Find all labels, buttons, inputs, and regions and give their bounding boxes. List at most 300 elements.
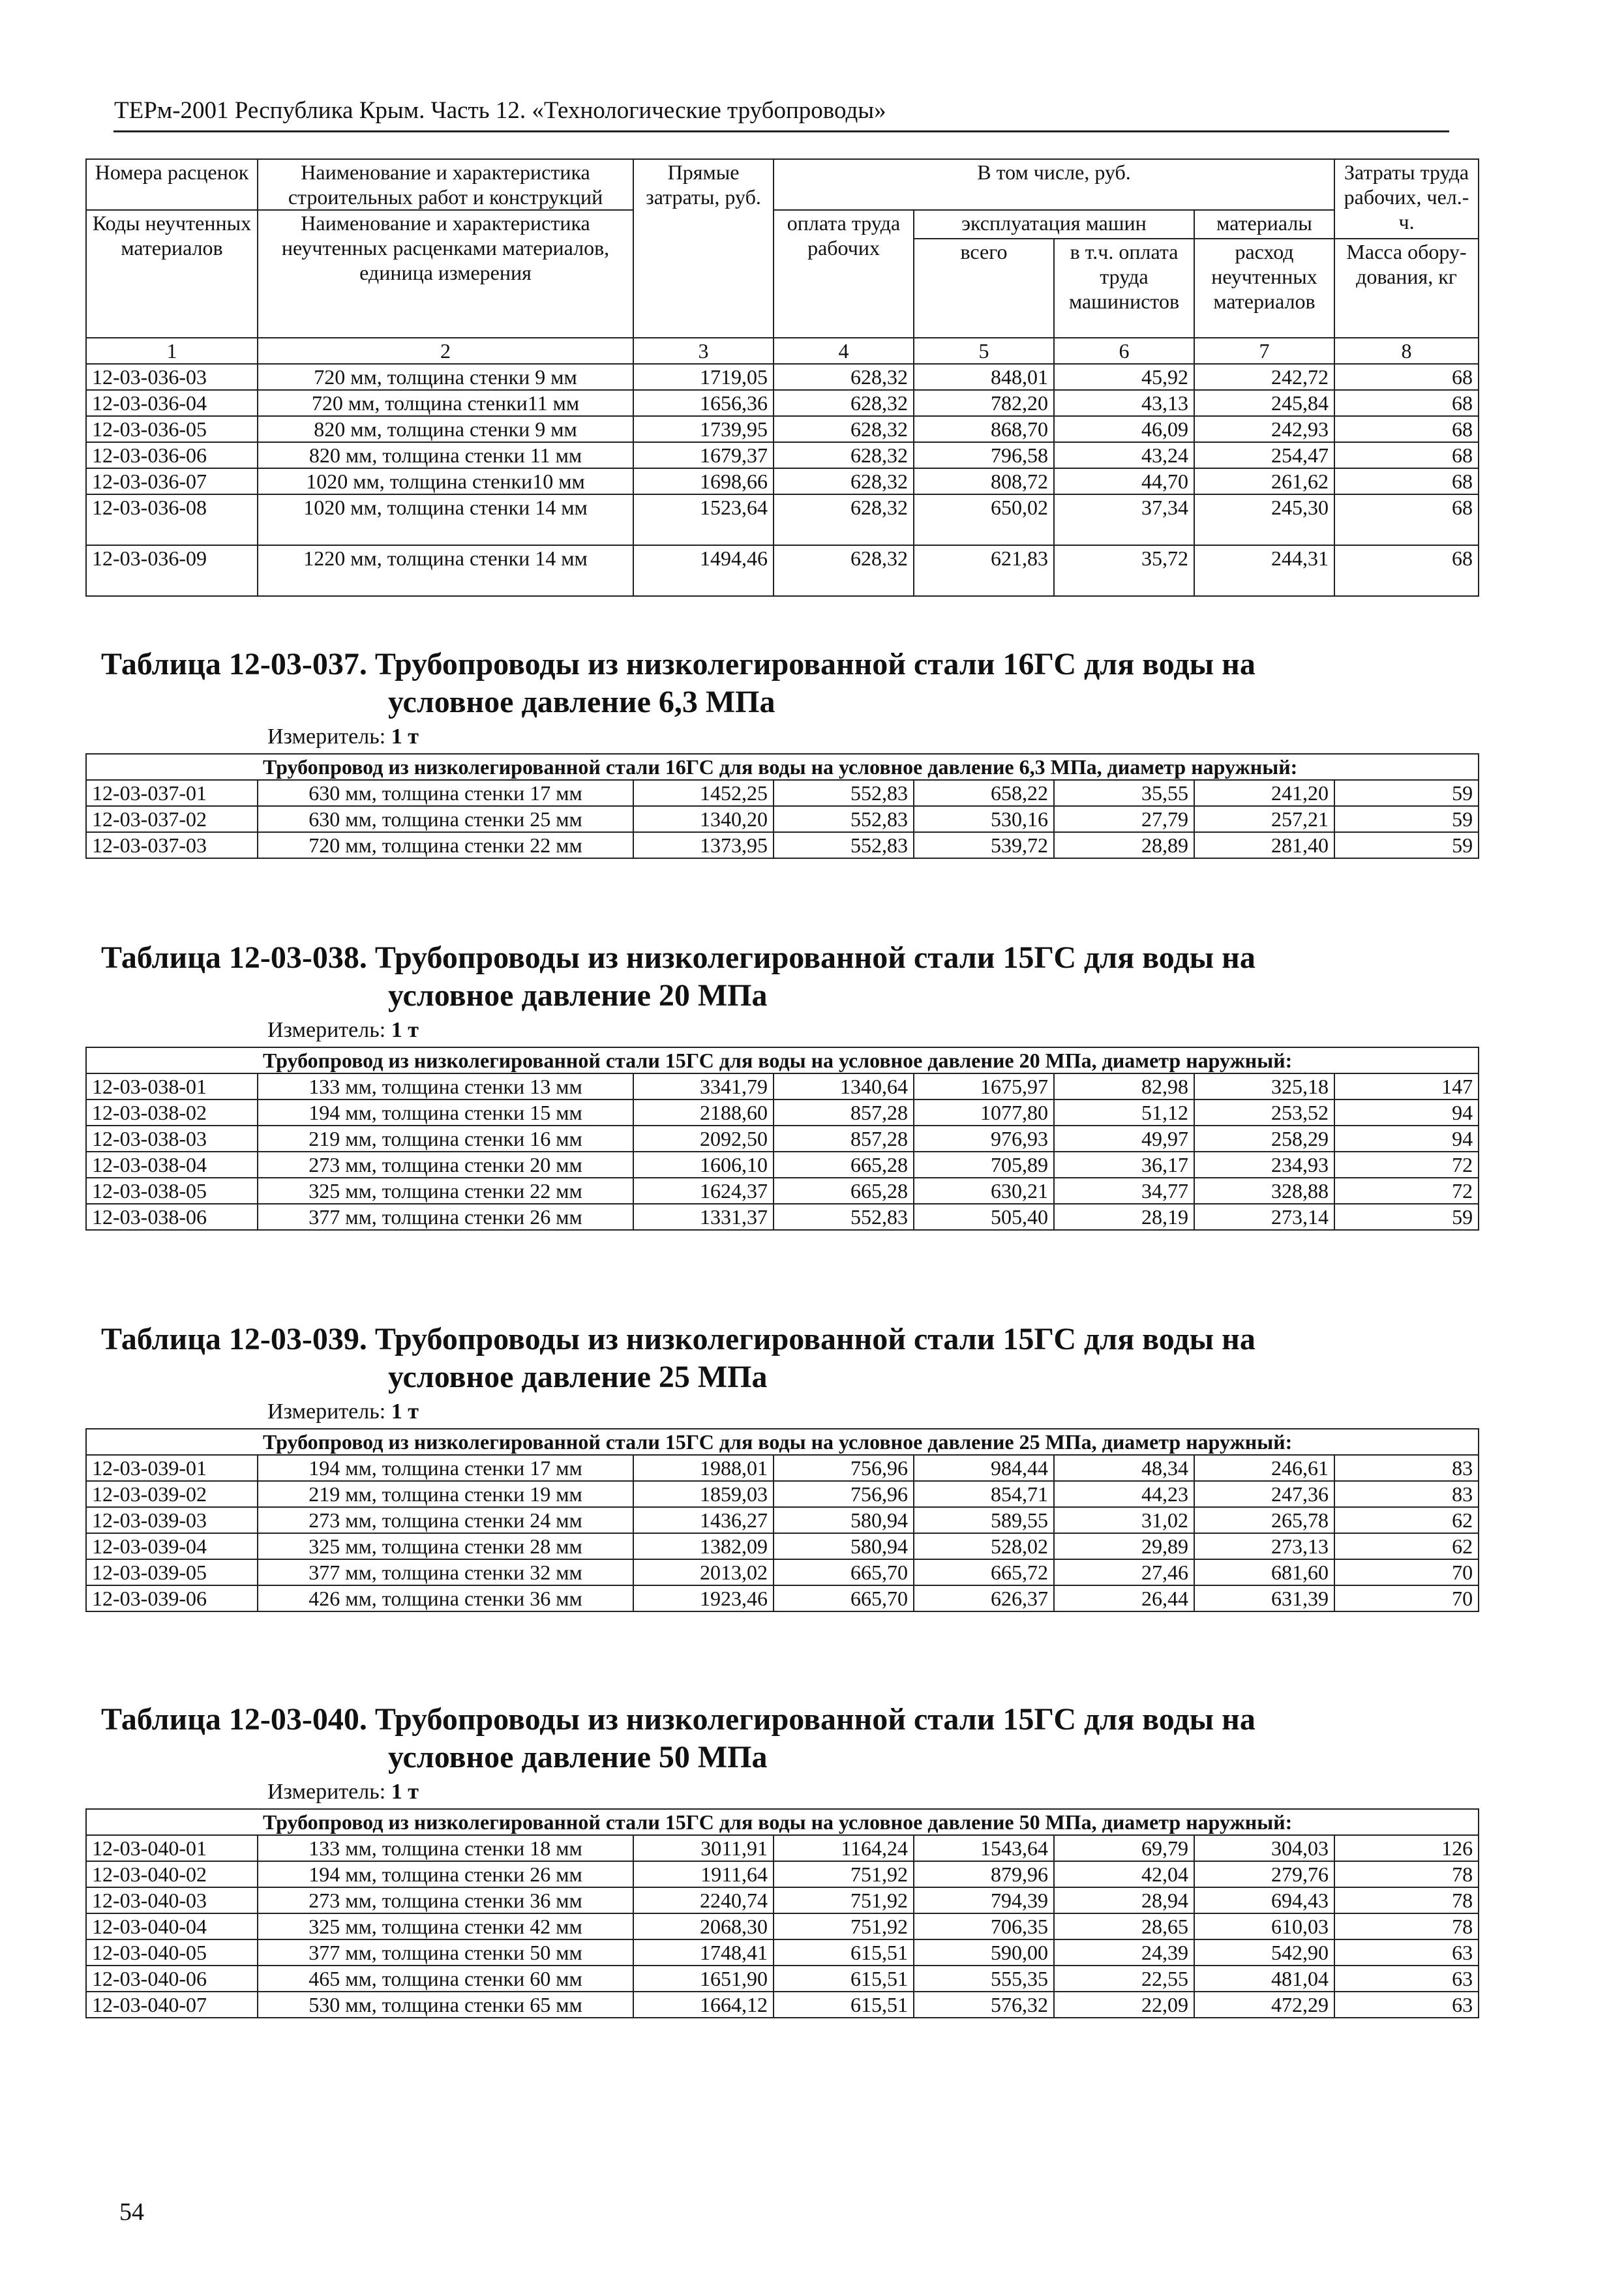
table-row	[86, 442, 1479, 468]
machinist-pay: 51,12	[1054, 1100, 1194, 1126]
rate-code: 12-03-036-03	[86, 364, 258, 390]
materials: 681,60	[1194, 1559, 1334, 1585]
direct-cost: 1373,95	[633, 832, 774, 858]
labor-pay: 665,70	[774, 1559, 914, 1585]
table-subtitle: Трубопровод из низколегированной стали 15ГС для воды на условное давление 50 МПа, диаметр наружный:	[258, 1809, 1479, 1835]
rate-name: 133 мм, толщина стенки 13 мм	[258, 1073, 633, 1100]
rate-name: 194 мм, толщина стенки 26 мм	[258, 1861, 633, 1887]
machines-total: 854,71	[914, 1481, 1054, 1507]
labor-cost: 68	[1334, 545, 1479, 596]
rate-name: 720 мм, толщина стенки11 мм	[258, 390, 633, 416]
machinist-pay: 69,79	[1054, 1835, 1194, 1861]
labor-pay: 628,32	[774, 494, 914, 545]
table-row	[86, 1913, 1479, 1939]
direct-cost: 1748,41	[633, 1939, 774, 1966]
labor-cost: 63	[1334, 1966, 1479, 1992]
table-row	[86, 1152, 1479, 1178]
machines-total: 1077,80	[914, 1100, 1054, 1126]
rate-code: 12-03-036-08	[86, 494, 258, 545]
materials: 244,31	[1194, 545, 1334, 596]
direct-cost: 1679,37	[633, 442, 774, 468]
labor-pay: 751,92	[774, 1913, 914, 1939]
machinist-pay: 43,24	[1054, 442, 1194, 468]
rate-name: 325 мм, толщина стенки 28 мм	[258, 1533, 633, 1559]
machines-total: 630,21	[914, 1178, 1054, 1204]
table-037-body	[86, 780, 1479, 858]
materials: 273,13	[1194, 1533, 1334, 1559]
labor-cost: 62	[1334, 1507, 1479, 1533]
machinist-pay: 24,39	[1054, 1939, 1194, 1966]
unit-label: Измеритель:	[267, 1780, 386, 1804]
labor-cost: 72	[1334, 1178, 1479, 1204]
col-number: 2	[258, 338, 633, 364]
machines-total: 590,00	[914, 1939, 1054, 1966]
unit-line	[267, 724, 419, 750]
running-header: ТЕРм-2001 Республика Крым. Часть 12. «Технологические трубопроводы»	[114, 97, 886, 124]
labor-cost: 59	[1334, 806, 1479, 832]
table-row	[86, 1966, 1479, 1992]
materials: 265,78	[1194, 1507, 1334, 1533]
direct-cost: 3011,91	[633, 1835, 774, 1861]
labor-cost: 68	[1334, 468, 1479, 494]
machinist-pay: 37,34	[1054, 494, 1194, 545]
col-number: 7	[1194, 338, 1334, 364]
unit-value: 1 т	[391, 1018, 419, 1042]
header-rule	[113, 130, 1449, 132]
labor-cost: 59	[1334, 832, 1479, 858]
machinist-pay: 28,94	[1054, 1887, 1194, 1913]
rate-name: 820 мм, толщина стенки 11 мм	[258, 442, 633, 468]
rate-name: 219 мм, толщина стенки 19 мм	[258, 1481, 633, 1507]
machinist-pay: 31,02	[1054, 1507, 1194, 1533]
table-title-line2: условное давление 50 МПа	[388, 1740, 768, 1774]
labor-cost: 70	[1334, 1585, 1479, 1611]
machinist-pay: 44,23	[1054, 1481, 1194, 1507]
machines-total: 621,83	[914, 545, 1054, 596]
rate-code: 12-03-039-02	[86, 1481, 258, 1507]
labor-cost: 126	[1334, 1835, 1479, 1861]
direct-cost: 1452,25	[633, 780, 774, 806]
labor-pay: 628,32	[774, 468, 914, 494]
direct-cost: 1651,90	[633, 1966, 774, 1992]
machinist-pay: 28,19	[1054, 1204, 1194, 1230]
table-row	[86, 1073, 1479, 1100]
materials: 241,20	[1194, 780, 1334, 806]
machinist-pay: 28,65	[1054, 1913, 1194, 1939]
unit-value: 1 т	[391, 725, 419, 749]
table-row	[86, 545, 1479, 596]
machines-total: 794,39	[914, 1887, 1054, 1913]
header-machines-incl: в т.ч. оплата труда машинистов	[1054, 239, 1194, 338]
machinist-pay: 27,79	[1054, 806, 1194, 832]
machinist-pay: 49,97	[1054, 1126, 1194, 1152]
page-number: 54	[119, 2198, 144, 2226]
labor-pay: 628,32	[774, 390, 914, 416]
machines-total: 848,01	[914, 364, 1054, 390]
direct-cost: 1923,46	[633, 1585, 774, 1611]
table-row	[86, 832, 1479, 858]
machines-total: 808,72	[914, 468, 1054, 494]
machines-total: 626,37	[914, 1585, 1054, 1611]
rate-code: 12-03-036-06	[86, 442, 258, 468]
table-subtitle: Трубопровод из низколегированной стали 15ГС для воды на условное давление 20 МПа, диаметр наружный:	[258, 1047, 1479, 1073]
table-row	[86, 1455, 1479, 1481]
materials: 258,29	[1194, 1126, 1334, 1152]
materials: 257,21	[1194, 806, 1334, 832]
header-col1-top: Номера расценок	[86, 159, 258, 210]
table-title	[101, 939, 1406, 1015]
unit-label: Измеритель:	[267, 1399, 386, 1424]
header-materials: материалы	[1194, 210, 1334, 239]
direct-cost: 1988,01	[633, 1455, 774, 1481]
machines-total: 782,20	[914, 390, 1054, 416]
table-036	[85, 158, 1479, 597]
table-row	[86, 1939, 1479, 1966]
direct-cost: 2092,50	[633, 1126, 774, 1152]
table-038-body	[86, 1073, 1479, 1230]
machinist-pay: 26,44	[1054, 1585, 1194, 1611]
materials: 325,18	[1194, 1073, 1334, 1100]
rate-name: 426 мм, толщина стенки 36 мм	[258, 1585, 633, 1611]
rate-code: 12-03-039-04	[86, 1533, 258, 1559]
machinist-pay: 82,98	[1054, 1073, 1194, 1100]
rate-code: 12-03-040-05	[86, 1939, 258, 1966]
rate-code: 12-03-038-03	[86, 1126, 258, 1152]
rate-code: 12-03-037-03	[86, 832, 258, 858]
rate-code: 12-03-039-06	[86, 1585, 258, 1611]
rate-name: 465 мм, толщина стенки 60 мм	[258, 1966, 633, 1992]
labor-pay: 552,83	[774, 1204, 914, 1230]
direct-cost: 1739,95	[633, 416, 774, 442]
unit-value: 1 т	[391, 1399, 419, 1424]
col-number: 3	[633, 338, 774, 364]
rate-code: 12-03-040-03	[86, 1887, 258, 1913]
table-title-line2: условное давление 20 МПа	[388, 978, 768, 1013]
direct-cost: 1719,05	[633, 364, 774, 390]
direct-cost: 2068,30	[633, 1913, 774, 1939]
labor-pay: 628,32	[774, 364, 914, 390]
table-row	[86, 1559, 1479, 1585]
machinist-pay: 46,09	[1054, 416, 1194, 442]
labor-pay: 665,70	[774, 1585, 914, 1611]
materials: 631,39	[1194, 1585, 1334, 1611]
table-row	[86, 1887, 1479, 1913]
col-number: 4	[774, 338, 914, 364]
labor-cost: 94	[1334, 1100, 1479, 1126]
table-040-body	[86, 1835, 1479, 2018]
labor-cost: 59	[1334, 1204, 1479, 1230]
labor-pay: 665,28	[774, 1178, 914, 1204]
rate-code: 12-03-040-06	[86, 1966, 258, 1992]
table-title-line1: Таблица 12-03-039. Трубопроводы из низколегированной стали 15ГС для воды на	[101, 1322, 1256, 1356]
table-title-line1: Таблица 12-03-038. Трубопроводы из низколегированной стали 15ГС для воды на	[101, 940, 1256, 975]
table-row	[86, 1507, 1479, 1533]
header-labor-cost: Затраты труда рабочих, чел.-ч.	[1334, 159, 1479, 239]
rate-name: 720 мм, толщина стенки 9 мм	[258, 364, 633, 390]
direct-cost: 1664,12	[633, 1992, 774, 2018]
header-col2-bottom: Наименование и характеристика неучтенных расценками материалов, единица измерения	[258, 210, 633, 338]
table-row	[86, 364, 1479, 390]
direct-cost: 1494,46	[633, 545, 774, 596]
machines-total: 1675,97	[914, 1073, 1054, 1100]
header-materials-sub: расход неучтенных материалов	[1194, 239, 1334, 338]
table-title	[101, 1321, 1406, 1396]
direct-cost: 2188,60	[633, 1100, 774, 1126]
rate-name: 630 мм, толщина стенки 25 мм	[258, 806, 633, 832]
materials: 472,29	[1194, 1992, 1334, 2018]
machines-total: 555,35	[914, 1966, 1054, 1992]
table-title-line1: Таблица 12-03-040. Трубопроводы из низколегированной стали 15ГС для воды на	[101, 1702, 1256, 1737]
machines-total: 658,22	[914, 780, 1054, 806]
table-row	[86, 416, 1479, 442]
machinist-pay: 35,55	[1054, 780, 1194, 806]
rate-name: 133 мм, толщина стенки 18 мм	[258, 1835, 633, 1861]
table-row	[86, 1204, 1479, 1230]
rate-code: 12-03-038-05	[86, 1178, 258, 1204]
rate-code: 12-03-039-05	[86, 1559, 258, 1585]
table-037	[85, 753, 1479, 859]
rate-code: 12-03-040-01	[86, 1835, 258, 1861]
machines-total: 976,93	[914, 1126, 1054, 1152]
materials: 246,61	[1194, 1455, 1334, 1481]
rate-name: 194 мм, толщина стенки 17 мм	[258, 1455, 633, 1481]
col-number: 6	[1054, 338, 1194, 364]
labor-cost: 68	[1334, 364, 1479, 390]
labor-pay: 580,94	[774, 1507, 914, 1533]
labor-pay: 665,28	[774, 1152, 914, 1178]
labor-pay: 615,51	[774, 1992, 914, 2018]
materials: 247,36	[1194, 1481, 1334, 1507]
machinist-pay: 43,13	[1054, 390, 1194, 416]
rate-code: 12-03-036-09	[86, 545, 258, 596]
labor-cost: 63	[1334, 1992, 1479, 2018]
materials: 253,52	[1194, 1100, 1334, 1126]
labor-pay: 628,32	[774, 416, 914, 442]
direct-cost: 1382,09	[633, 1533, 774, 1559]
machines-total: 984,44	[914, 1455, 1054, 1481]
rate-name: 820 мм, толщина стенки 9 мм	[258, 416, 633, 442]
machines-total: 868,70	[914, 416, 1054, 442]
table-row	[86, 1861, 1479, 1887]
labor-cost: 63	[1334, 1939, 1479, 1966]
direct-cost: 1340,20	[633, 806, 774, 832]
table-row	[86, 806, 1479, 832]
rate-name: 273 мм, толщина стенки 24 мм	[258, 1507, 633, 1533]
labor-pay: 615,51	[774, 1939, 914, 1966]
col-number: 5	[914, 338, 1054, 364]
table-row	[86, 1835, 1479, 1861]
rate-code: 12-03-038-01	[86, 1073, 258, 1100]
labor-pay: 756,96	[774, 1455, 914, 1481]
labor-pay: 857,28	[774, 1100, 914, 1126]
labor-cost: 78	[1334, 1861, 1479, 1887]
direct-cost: 1523,64	[633, 494, 774, 545]
direct-cost: 2240,74	[633, 1887, 774, 1913]
machinist-pay: 45,92	[1054, 364, 1194, 390]
labor-pay: 580,94	[774, 1533, 914, 1559]
direct-cost: 3341,79	[633, 1073, 774, 1100]
machines-total: 505,40	[914, 1204, 1054, 1230]
header-direct: Прямые затраты, руб.	[633, 159, 774, 338]
unit-line	[267, 1779, 419, 1805]
col-number: 8	[1334, 338, 1479, 364]
labor-cost: 83	[1334, 1455, 1479, 1481]
labor-pay: 756,96	[774, 1481, 914, 1507]
rate-code: 12-03-040-07	[86, 1992, 258, 2018]
rate-code: 12-03-039-03	[86, 1507, 258, 1533]
labor-cost: 68	[1334, 416, 1479, 442]
direct-cost: 1698,66	[633, 468, 774, 494]
machines-total: 796,58	[914, 442, 1054, 468]
machinist-pay: 34,77	[1054, 1178, 1194, 1204]
rate-name: 325 мм, толщина стенки 22 мм	[258, 1178, 633, 1204]
materials: 304,03	[1194, 1835, 1334, 1861]
machinist-pay: 36,17	[1054, 1152, 1194, 1178]
machinist-pay: 22,55	[1054, 1966, 1194, 1992]
labor-pay: 552,83	[774, 780, 914, 806]
materials: 481,04	[1194, 1966, 1334, 1992]
labor-cost: 68	[1334, 442, 1479, 468]
labor-pay: 552,83	[774, 806, 914, 832]
rate-code: 12-03-036-05	[86, 416, 258, 442]
machinist-pay: 48,34	[1054, 1455, 1194, 1481]
header-machines: эксплуатация машин	[914, 210, 1194, 239]
labor-cost: 78	[1334, 1887, 1479, 1913]
rate-code: 12-03-036-07	[86, 468, 258, 494]
table-row	[86, 1481, 1479, 1507]
labor-cost: 83	[1334, 1481, 1479, 1507]
machines-total: 650,02	[914, 494, 1054, 545]
machines-total: 528,02	[914, 1533, 1054, 1559]
materials: 610,03	[1194, 1913, 1334, 1939]
labor-cost: 72	[1334, 1152, 1479, 1178]
materials: 234,93	[1194, 1152, 1334, 1178]
materials: 281,40	[1194, 832, 1334, 858]
rate-name: 325 мм, толщина стенки 42 мм	[258, 1913, 633, 1939]
rate-name: 1020 мм, толщина стенки 14 мм	[258, 494, 633, 545]
header-incl: В том числе, руб.	[774, 159, 1334, 210]
machinist-pay: 42,04	[1054, 1861, 1194, 1887]
machines-total: 706,35	[914, 1913, 1054, 1939]
labor-cost: 59	[1334, 780, 1479, 806]
table-row	[86, 1992, 1479, 2018]
labor-cost: 147	[1334, 1073, 1479, 1100]
labor-cost: 62	[1334, 1533, 1479, 1559]
table-row	[86, 780, 1479, 806]
materials: 254,47	[1194, 442, 1334, 468]
rate-code: 12-03-036-04	[86, 390, 258, 416]
rate-code: 12-03-040-04	[86, 1913, 258, 1939]
rate-name: 1020 мм, толщина стенки10 мм	[258, 468, 633, 494]
rate-name: 530 мм, толщина стенки 65 мм	[258, 1992, 633, 2018]
labor-cost: 68	[1334, 390, 1479, 416]
labor-pay: 1340,64	[774, 1073, 914, 1100]
table-039-body	[86, 1455, 1479, 1611]
table-row	[86, 1533, 1479, 1559]
machines-total: 589,55	[914, 1507, 1054, 1533]
col-number: 1	[86, 338, 258, 364]
table-039	[85, 1428, 1479, 1612]
table-038	[85, 1047, 1479, 1231]
unit-label: Измеритель:	[267, 725, 386, 749]
rate-name: 377 мм, толщина стенки 32 мм	[258, 1559, 633, 1585]
machines-total: 576,32	[914, 1992, 1054, 2018]
rate-code: 12-03-039-01	[86, 1455, 258, 1481]
rate-code: 12-03-038-06	[86, 1204, 258, 1230]
table-title-line1: Таблица 12-03-037. Трубопроводы из низколегированной стали 16ГС для воды на	[101, 647, 1256, 681]
rate-name: 194 мм, толщина стенки 15 мм	[258, 1100, 633, 1126]
rate-code: 12-03-040-02	[86, 1861, 258, 1887]
direct-cost: 1606,10	[633, 1152, 774, 1178]
direct-cost: 2013,02	[633, 1559, 774, 1585]
direct-cost: 1656,36	[633, 390, 774, 416]
labor-pay: 628,32	[774, 545, 914, 596]
materials: 542,90	[1194, 1939, 1334, 1966]
table-subtitle: Трубопровод из низколегированной стали 15ГС для воды на условное давление 25 МПа, диаметр наружный:	[258, 1429, 1479, 1455]
machinist-pay: 22,09	[1054, 1992, 1194, 2018]
table-row	[86, 494, 1479, 545]
labor-cost: 68	[1334, 494, 1479, 545]
unit-line	[267, 1017, 419, 1043]
unit-value: 1 т	[391, 1780, 419, 1804]
unit-line	[267, 1399, 419, 1425]
header-mass: Масса обору-дования, кг	[1334, 239, 1479, 338]
table-title-line2: условное давление 25 МПа	[388, 1360, 768, 1394]
table-row	[86, 1100, 1479, 1126]
machinist-pay: 29,89	[1054, 1533, 1194, 1559]
table-title-line2: условное давление 6,3 МПа	[388, 685, 775, 719]
table-subtitle: Трубопровод из низколегированной стали 16ГС для воды на условное давление 6,3 МПа, диаметр наружный:	[258, 754, 1479, 780]
unit-label: Измеритель:	[267, 1018, 386, 1042]
labor-cost: 78	[1334, 1913, 1479, 1939]
direct-cost: 1859,03	[633, 1481, 774, 1507]
table-row	[86, 390, 1479, 416]
table-row	[86, 1178, 1479, 1204]
table-row	[86, 468, 1479, 494]
machines-total: 665,72	[914, 1559, 1054, 1585]
machines-total: 539,72	[914, 832, 1054, 858]
table-040	[85, 1808, 1479, 2018]
table-title	[101, 1701, 1406, 1776]
labor-pay: 1164,24	[774, 1835, 914, 1861]
labor-pay: 552,83	[774, 832, 914, 858]
labor-pay: 751,92	[774, 1887, 914, 1913]
labor-cost: 70	[1334, 1559, 1479, 1585]
rate-name: 630 мм, толщина стенки 17 мм	[258, 780, 633, 806]
machines-total: 1543,64	[914, 1835, 1054, 1861]
materials: 245,30	[1194, 494, 1334, 545]
rate-code: 12-03-038-04	[86, 1152, 258, 1178]
materials: 273,14	[1194, 1204, 1334, 1230]
materials: 242,93	[1194, 416, 1334, 442]
materials: 694,43	[1194, 1887, 1334, 1913]
table-row	[86, 1585, 1479, 1611]
machinist-pay: 27,46	[1054, 1559, 1194, 1585]
rate-name: 720 мм, толщина стенки 22 мм	[258, 832, 633, 858]
labor-cost: 94	[1334, 1126, 1479, 1152]
rate-name: 273 мм, толщина стенки 20 мм	[258, 1152, 633, 1178]
header-col1-bottom: Коды неучтенных материалов	[86, 210, 258, 338]
direct-cost: 1911,64	[633, 1861, 774, 1887]
materials: 261,62	[1194, 468, 1334, 494]
rate-name: 219 мм, толщина стенки 16 мм	[258, 1126, 633, 1152]
rate-name: 1220 мм, толщина стенки 14 мм	[258, 545, 633, 596]
materials: 242,72	[1194, 364, 1334, 390]
machines-total: 530,16	[914, 806, 1054, 832]
table-036-body	[86, 364, 1479, 596]
labor-pay: 751,92	[774, 1861, 914, 1887]
header-machines-total: всего	[914, 239, 1054, 338]
